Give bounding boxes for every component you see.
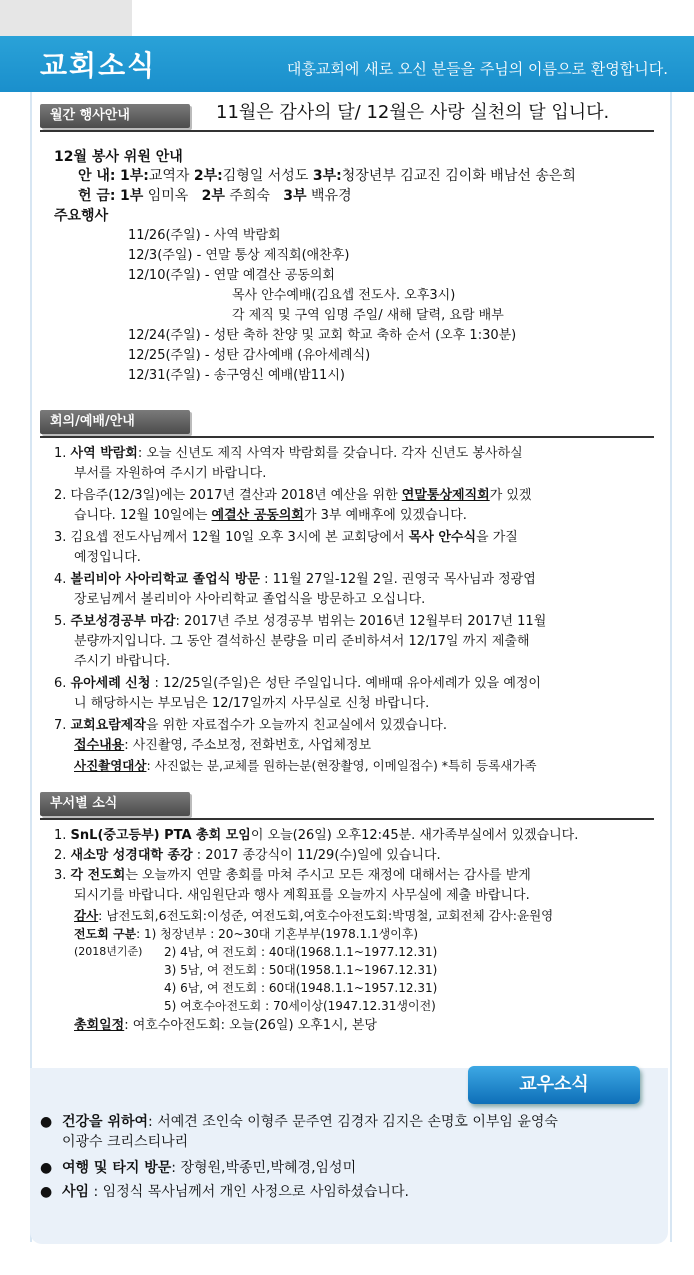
notice-item-2: 2. 다음주(12/3일)에는 2017년 결산과 2018년 예산을 위한 연말통상제직회가 있겠	[54, 488, 532, 503]
health-line-cont: 이광수 크리스티나리	[62, 1134, 189, 1150]
section-tab-monthly: 월간 행사안내	[40, 104, 190, 128]
event-item: 12/24(주일) - 성탄 축하 찬양 및 교회 학교 축하 순서 (오후 1:30분)	[128, 328, 517, 343]
notice-item-2-cont: 습니다. 12월 10일에는 예결산 공동의회가 3부 예배후에 있겠습니다.	[74, 508, 467, 523]
notice-item-3: 3. 김요셉 전도사님께서 12월 10일 오후 3시에 본 교회당에서 목사 안수식을 가질	[54, 530, 518, 545]
volunteer-title: 12월 봉사 위원 안내	[54, 149, 183, 165]
offering-line: 헌 금: 1부 임미옥 2부 주희숙 3부 백유경	[78, 188, 352, 204]
notice-item-4-cont: 장로님께서 볼리비아 사아리학교 졸업식을 방문하고 오십니다.	[74, 592, 426, 607]
health-line: 건강을 위하여: 서예견 조인숙 이형주 문주연 김경자 김지은 손명호 이부임 윤영숙	[62, 1114, 558, 1130]
notice-item-5: 5. 주보성경공부 마감: 2017년 주보 성경공부 범위는 2016년 12월부터 2017년 11월	[54, 614, 547, 629]
page-title: 교회소식	[40, 49, 157, 82]
dept-item-1: 1. SnL(중고등부) PTA 총회 모임이 오늘(26일) 오후12:45분. 새가족부실에서 있겠습니다.	[54, 828, 579, 843]
bullet-icon: ●	[40, 1114, 53, 1130]
visit-line: 여행 및 타지 방문: 장형원,박종민,박혜경,임성미	[62, 1160, 357, 1176]
events-title: 주요행사	[54, 208, 109, 224]
meeting-schedule: 총회일정: 여호수아전도회: 오늘(26일) 오후1시, 본당	[74, 1018, 377, 1033]
event-item: 목사 안수예배(김요셉 전도사. 오후3시)	[232, 288, 456, 303]
notice-item-5-cont: 분량까지입니다. 그 동안 결석하신 분량을 미리 준비하셔서 12/17일 까지 제출해	[74, 634, 530, 649]
notice-item-6-cont: 니 해당하시는 부모님은 12/17일까지 사무실로 신청 바랍니다.	[74, 696, 430, 711]
bullet-icon: ●	[40, 1160, 53, 1176]
notice-item-6: 6. 유아세례 신청 : 12/25일(주일)은 성탄 주일입니다. 예배때 유아세례가 있을 예정이	[54, 676, 541, 691]
division-line-5: 5) 여호수아전도회 : 70세이상(1947.12.31생이전)	[164, 999, 436, 1013]
notice-item-1-cont: 부서를 자원하여 주시기 바랍니다.	[74, 466, 267, 481]
monthly-headline: 11월은 감사의 달/ 12월은 사랑 실천의 달 입니다.	[216, 102, 610, 123]
division-base-year: (2018년기준)	[74, 945, 143, 958]
dept-item-3-cont: 되시기를 바랍니다. 새임원단과 행사 계획표를 오늘까지 사무실에 제출 바랍니다.	[74, 888, 530, 903]
event-item: 12/3(주일) - 연말 통상 제직회(애찬후)	[128, 248, 350, 263]
members-news-button[interactable]: 교우소식	[468, 1066, 640, 1104]
division-line-2: 2) 4남, 여 전도회 : 40대(1968.1.1~1977.12.31)	[164, 945, 438, 959]
notice-item-7: 7. 교회요람제작을 위한 자료접수가 오늘까지 친교실에서 있겠습니다.	[54, 718, 447, 733]
section-divider	[40, 818, 654, 820]
event-item: 11/26(주일) - 사역 박람회	[128, 228, 281, 243]
dept-item-2: 2. 새소망 성경대학 종강 : 2017 종강식이 11/29(수)일에 있습니다.	[54, 848, 441, 863]
guide-line: 안 내: 1부:교역자 2부:김형일 서성도 3부:청장년부 김교진 김이화 배남선 송은희	[78, 168, 576, 184]
welcome-subtitle: 대흥교회에 새로 오신 분들을 주님의 이름으로 환영합니다.	[286, 60, 668, 78]
section-divider	[40, 130, 654, 132]
division-line-3: 3) 5남, 여 전도회 : 50대(1958.1.1~1967.12.31)	[164, 963, 438, 977]
division-line-1: 전도회 구분: 1) 청장년부 : 20~30대 기혼부부(1978.1.1생이후)	[74, 927, 419, 941]
bullet-icon: ●	[40, 1184, 53, 1200]
notice-item-5-cont: 주시기 바랍니다.	[74, 654, 171, 669]
event-item: 12/31(주일) - 송구영신 예배(밤11시)	[128, 368, 345, 383]
resign-line: 사임 : 임정식 목사님께서 개인 사정으로 사임하셨습니다.	[62, 1184, 409, 1200]
section-divider	[40, 436, 654, 438]
section-tab-dept: 부서별 소식	[40, 792, 190, 816]
event-item: 12/10(주일) - 연말 예결산 공동의회	[128, 268, 335, 283]
header-banner	[0, 36, 694, 92]
notice-item-4: 4. 볼리비아 사아리학교 졸업식 방문 : 11월 27일-12월 2일. 권영국 목사님과 정광엽	[54, 572, 536, 587]
notice-item-1: 1. 사역 박람회: 오늘 신년도 제직 사역자 박람회를 갖습니다. 각자 신년도 봉사하실	[54, 446, 523, 461]
dept-item-3: 3. 각 전도회는 오늘까지 연말 총회를 마쳐 주시고 모든 재정에 대해서는 감사를 받게	[54, 868, 531, 883]
notice-item-3-cont: 예정입니다.	[74, 550, 141, 565]
top-left-gray-bar	[0, 0, 132, 36]
section-tab-meeting: 회의/예배/안내	[40, 410, 190, 434]
event-item: 12/25(주일) - 성탄 감사예배 (유아세례식)	[128, 348, 371, 363]
audit-line: 감사: 남전도회,6전도회:이성준, 여전도회,여호수아전도회:박명철, 교회전체 감사:윤원영	[74, 908, 554, 923]
notice-item-7-sub1: 접수내용: 사진촬영, 주소보정, 전화번호, 사업체정보	[74, 738, 372, 753]
division-line-4: 4) 6남, 여 전도회 : 60대(1948.1.1~1957.12.31)	[164, 981, 438, 995]
top-strip	[132, 0, 694, 36]
event-item: 각 제직 및 구역 임명 주일/ 새해 달력, 요람 배부	[232, 308, 504, 323]
notice-item-7-sub2: 사진촬영대상: 사진없는 분,교체를 원하는분(현장촬영, 이메일접수) *특히 등록새가족	[74, 758, 537, 773]
